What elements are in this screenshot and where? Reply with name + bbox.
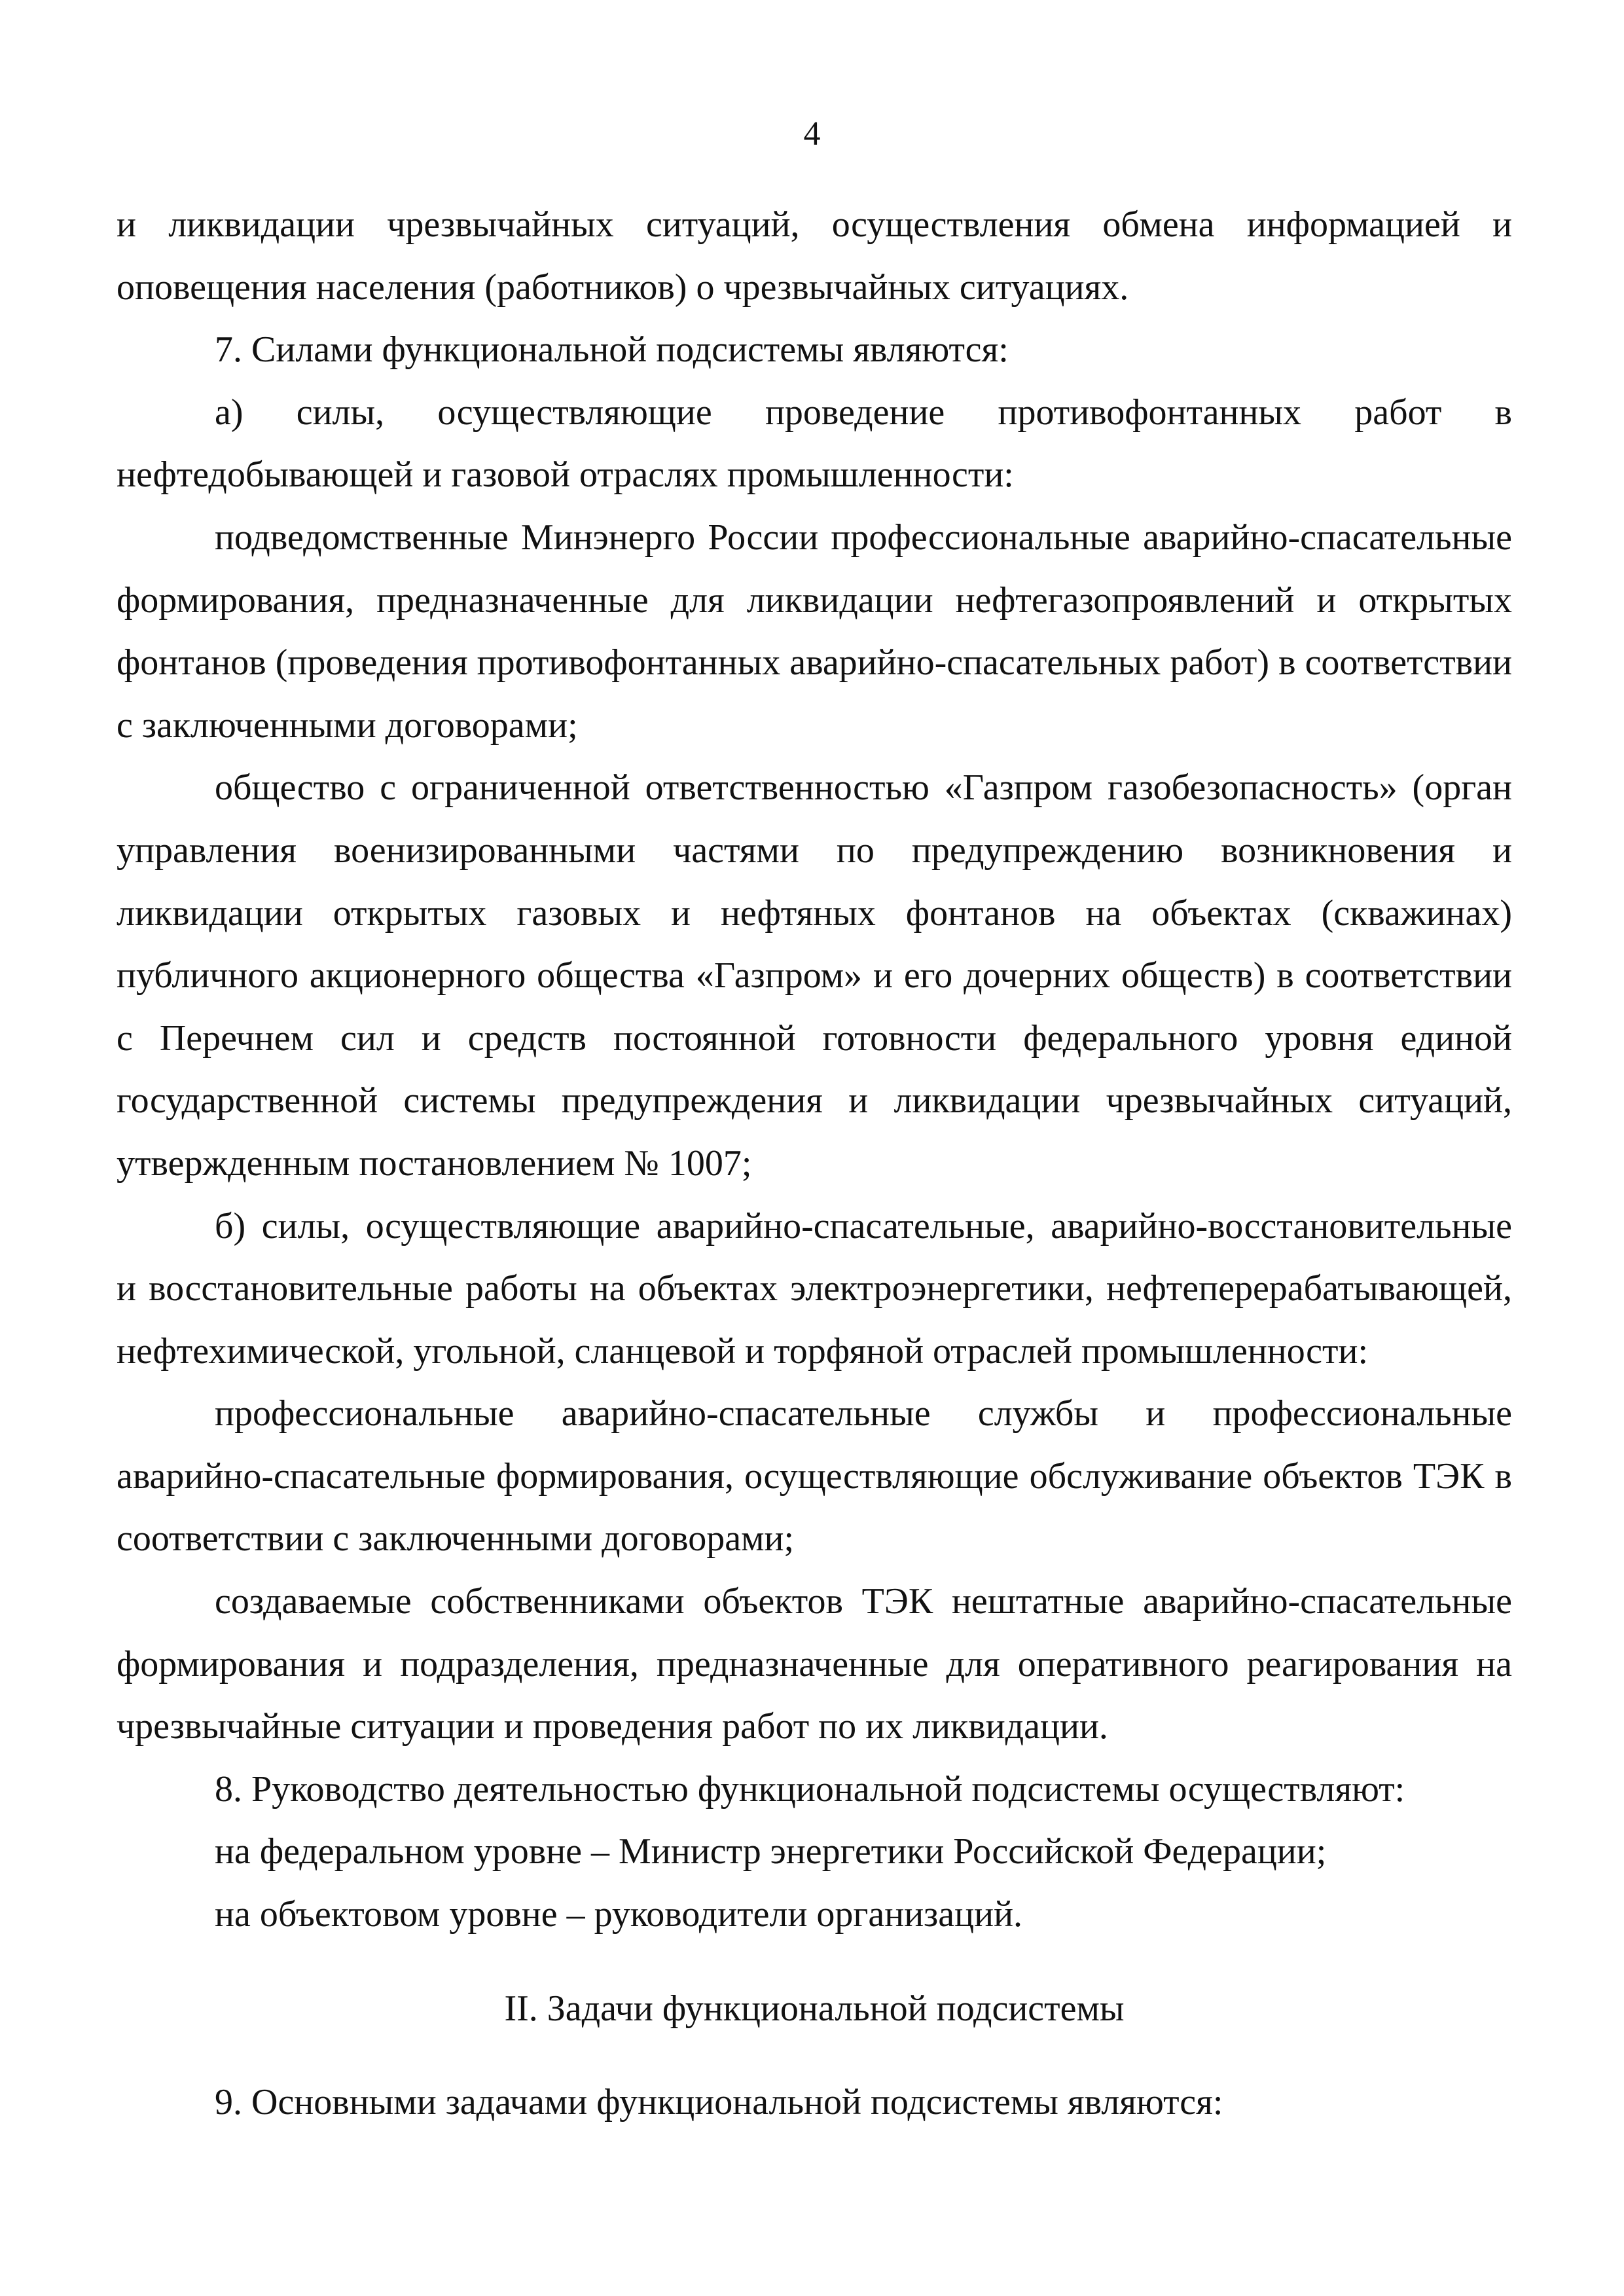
paragraph-professional-services: профессиональные аварийно-спасательные службы и профессиональные аварийно-спасательные формирования, осуществляющие обслуживание объектов ТЭК в соответствии с заключенными договорами; [117, 1393, 1512, 1559]
section-heading: II. Задачи функциональной подсистемы [504, 1988, 1125, 2029]
paragraph-federal-level: на федеральном уровне – Министр энергетики Российской Федерации; [215, 1831, 1327, 1872]
paragraph-gazprom-gazobezopasnost: общество с ограниченной ответственностью «Газпром газобезопасность» (орган управления военизированными частями по предупреждению возникновения и ликвидации открытых газовых и нефтяных фонтанов на объектах (скважинах) публичного акционерного общества «Газпром» и его дочерних обществ) в соответствии с Перечнем сил и средств постоянной готовности федерального уровня единой государственной системы предупреждения и ликвидации чрезвычайных ситуаций, утвержденным постановлением № 1007; [117, 767, 1512, 1184]
page-number: 4 [803, 115, 821, 153]
paragraph-item-7b: б) силы, осуществляющие аварийно-спасательные, аварийно-восстановительные и восстановительные работы на объектах электроэнергетики, нефтеперерабатывающей, нефтехимической, угольной, сланцевой и торфяной отраслей промышленности: [117, 1205, 1512, 1372]
paragraph-minenergo-formations: подведомственные Минэнерго России профессиональные аварийно-спасательные формирования, предназначенные для ликвидации нефтегазопроявлений и открытых фонтанов (проведения противофонтанных аварийно-спасательных работ) в соответствии с заключенными договорами; [117, 517, 1512, 746]
paragraph-owner-formations: создаваемые собственниками объектов ТЭК нештатные аварийно-спасательные формирования и подразделения, предназначенные для оперативного реагирования на чрезвычайные ситуации и проведения работ по их ликвидации. [117, 1581, 1512, 1747]
paragraph-continuation: и ликвидации чрезвычайных ситуаций, осуществления обмена информацией и оповещения населения (работников) о чрезвычайных ситуациях. [117, 204, 1512, 308]
paragraph-item-9: 9. Основными задачами функциональной подсистемы являются: [215, 2082, 1223, 2123]
paragraph-object-level: на объектовом уровне – руководители организаций. [215, 1894, 1023, 1935]
document-body [117, 194, 1512, 2134]
paragraph-item-7a: а) силы, осуществляющие проведение противофонтанных работ в нефтедобывающей и газовой отраслях промышленности: [117, 392, 1512, 496]
paragraph-item-7: 7. Силами функциональной подсистемы являются: [215, 329, 1009, 371]
paragraph-item-8: 8. Руководство деятельностью функциональной подсистемы осуществляют: [215, 1768, 1405, 1810]
